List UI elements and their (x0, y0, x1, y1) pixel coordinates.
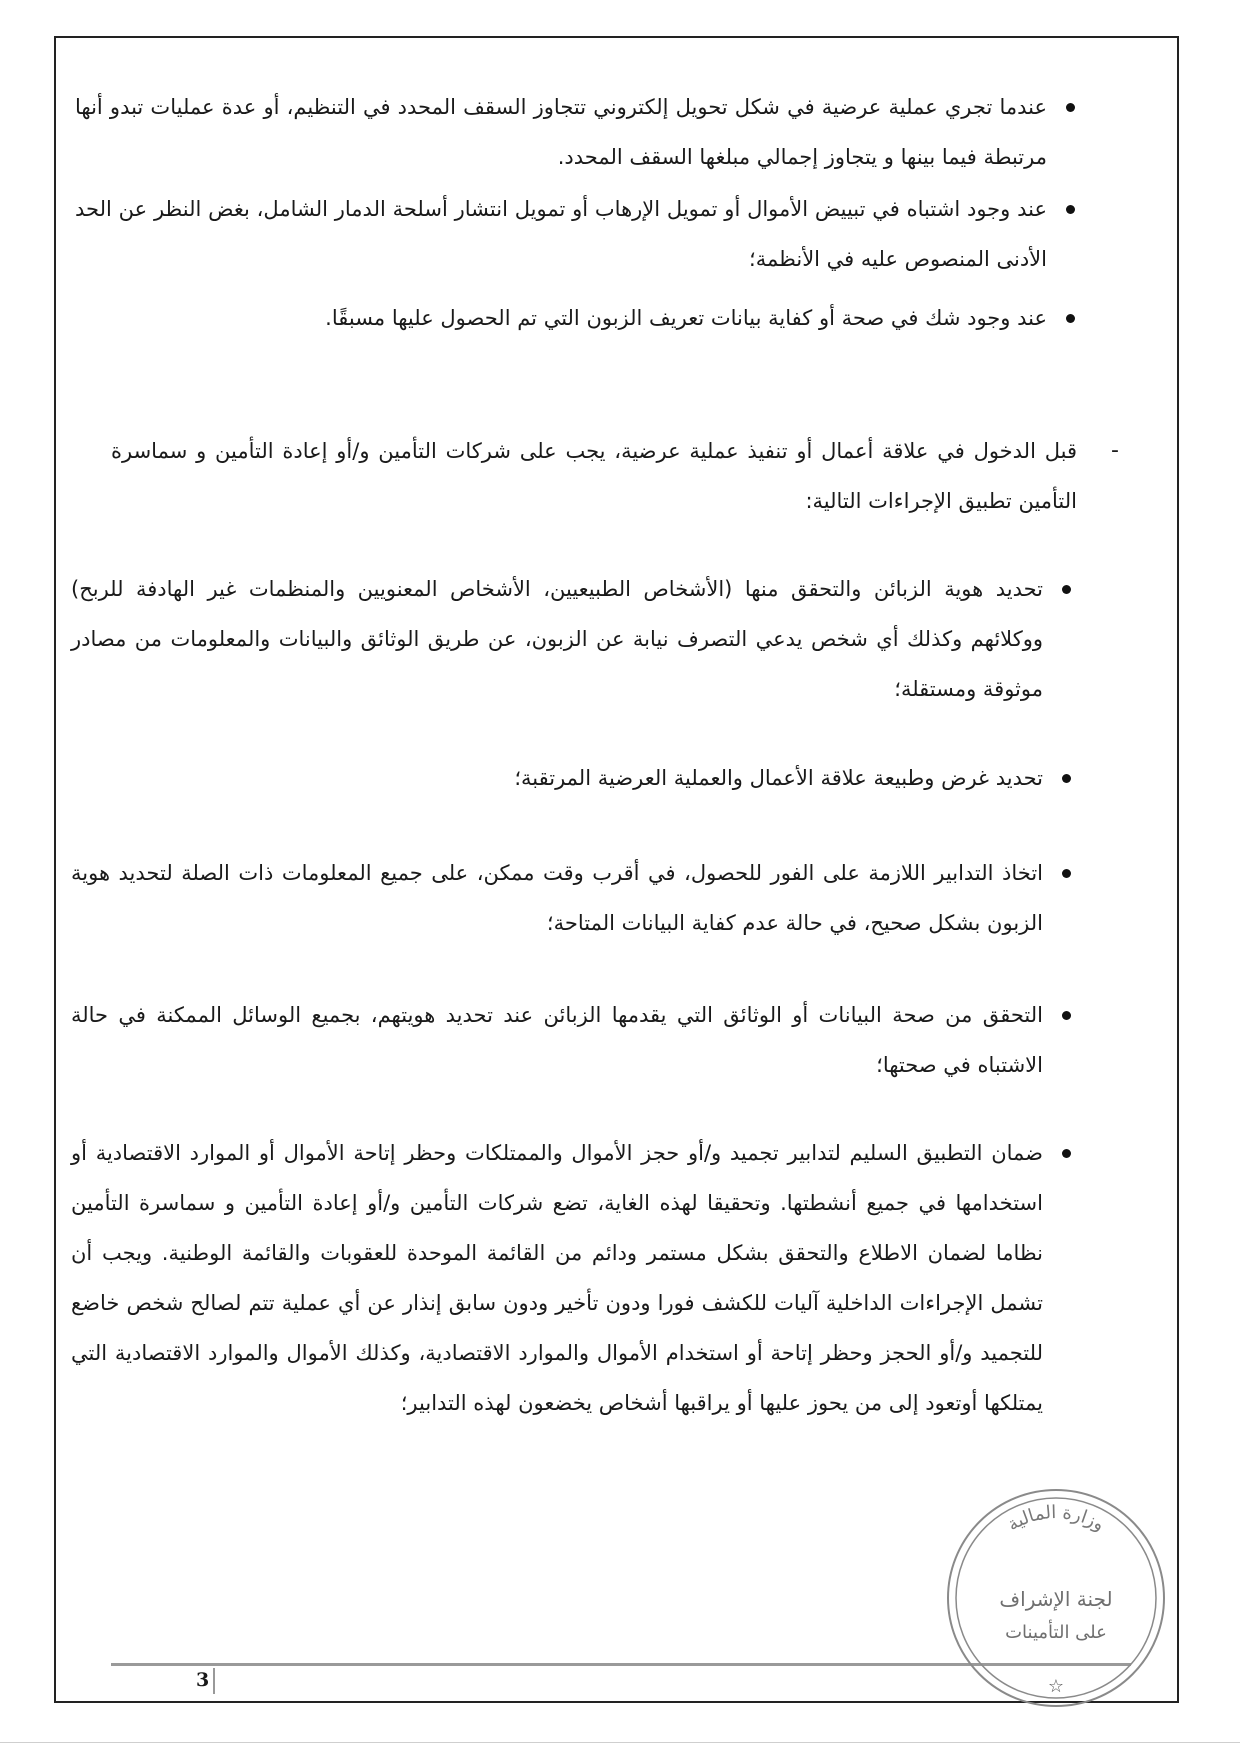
bullet-item (71, 753, 1101, 803)
page-bottom-rule (0, 1742, 1240, 1743)
bullet-text: التحقق من صحة البيانات أو الوثائق التي يقدمها الزبائن عند تحديد هويتهم، بجميع الوسائل الممكنة في حالة الاشتباه في صحتها؛ (71, 1003, 1043, 1077)
bullet-text: عندما تجري عملية عرضية في شكل تحويل إلكتروني تتجاوز السقف المحدد في التنظيم، أو عدة عمليات تبدو أنها مرتبطة فيما بينها و يتجاوز إجمالي مبلغها السقف المحدد. (75, 95, 1047, 169)
bullet-dot (1062, 869, 1071, 878)
document-body (56, 38, 1177, 1701)
bullet-text: تحديد غرض وطبيعة علاقة الأعمال والعملية العرضية المرتقبة؛ (514, 766, 1043, 790)
bullet-text: اتخاذ التدابير اللازمة على الفور للحصول، في أقرب وقت ممكن، على جميع المعلومات ذات الصلة لتحديد هوية الزبون بشكل صحيح، في حالة عدم كفاية البيانات المتاحة؛ (71, 861, 1043, 935)
bullet-dot (1062, 1149, 1071, 1158)
page-frame (54, 36, 1179, 1703)
dash-item (111, 426, 1121, 526)
bullet-dot (1066, 314, 1075, 323)
stamp-center-line-2: على التأمينات (1005, 1622, 1107, 1643)
bullet-text: عند وجود اشتباه في تبييض الأموال أو تمويل الإرهاب أو تمويل انتشار أسلحة الدمار الشامل، بغض النظر عن الحد الأدنى المنصوص عليه في الأنظمة؛ (75, 197, 1047, 271)
dash-marker: - (1111, 438, 1119, 463)
bullet-item (75, 184, 1105, 284)
stamp-center-line-1: لجنة الإشراف (999, 1587, 1113, 1611)
star-icon: ☆ (1047, 1676, 1065, 1697)
bullet-item (71, 564, 1101, 714)
bullet-dot (1062, 1011, 1071, 1020)
bullet-item (75, 293, 1105, 343)
bullet-dot (1062, 774, 1071, 783)
bullet-dot (1062, 585, 1071, 594)
stamp-seal-graphic (936, 1478, 1176, 1718)
bullet-dot (1066, 205, 1075, 214)
bullet-text: تحديد هوية الزبائن والتحقق منها (الأشخاص الطبيعيين، الأشخاص المعنويين والمنظمات غير الهادفة للربح) ووكلائهم وكذلك أي شخص يدعي التصرف نيابة عن الزبون، عن طريق الوثائق والبيانات والمعلومات من مصادر موثوقة ومستقلة؛ (71, 577, 1043, 701)
bullet-item (71, 990, 1101, 1090)
page-number-divider (213, 1668, 215, 1694)
stamp-ring-text: وزارة المالية (1003, 1501, 1109, 1536)
bullet-item (71, 848, 1101, 948)
bullet-text: عند وجود شك في صحة أو كفاية بيانات تعريف الزبون التي تم الحصول عليها مسبقًا. (325, 306, 1047, 330)
bullet-item (71, 1128, 1101, 1428)
dash-item-text: قبل الدخول في علاقة أعمال أو تنفيذ عملية عرضية، يجب على شركات التأمين و/أو إعادة التأمين و سماسرة التأمين تطبيق الإجراءات التالية: (111, 439, 1077, 513)
bullet-item (75, 82, 1105, 182)
bullet-dot (1066, 103, 1075, 112)
page-number: 3 (196, 1669, 210, 1691)
bullet-text: ضمان التطبيق السليم لتدابير تجميد و/أو حجز الأموال والممتلكات وحظر إتاحة الأموال أو الموارد الاقتصادية أو استخدامها في جميع أنشطتها. وتحقيقا لهذه الغاية، تضع شركات التأمين و/أو إعادة التأمين و سماسرة التأمين نظاما لضمان الاطلاع والتحقق بشكل مستمر ودائم من القائمة الموحدة للعقوبات والقائمة الوطنية. ويجب أن تشمل الإجراءات الداخلية آليات للكشف فورا ودون تأخير ودون سابق إنذار عن أي عملية تتم لصالح شخص خاضع للتجميد و/أو الحجز وحظر إتاحة أو استخدام الأموال والموارد الاقتصادية، وكذلك الأموال والموارد الاقتصادية التي يمتلكها أوتعود إلى من يحوز عليها أو يراقبها أشخاص يخضعون لهذه التدابير؛ (71, 1141, 1043, 1415)
official-stamp (936, 1478, 1176, 1718)
